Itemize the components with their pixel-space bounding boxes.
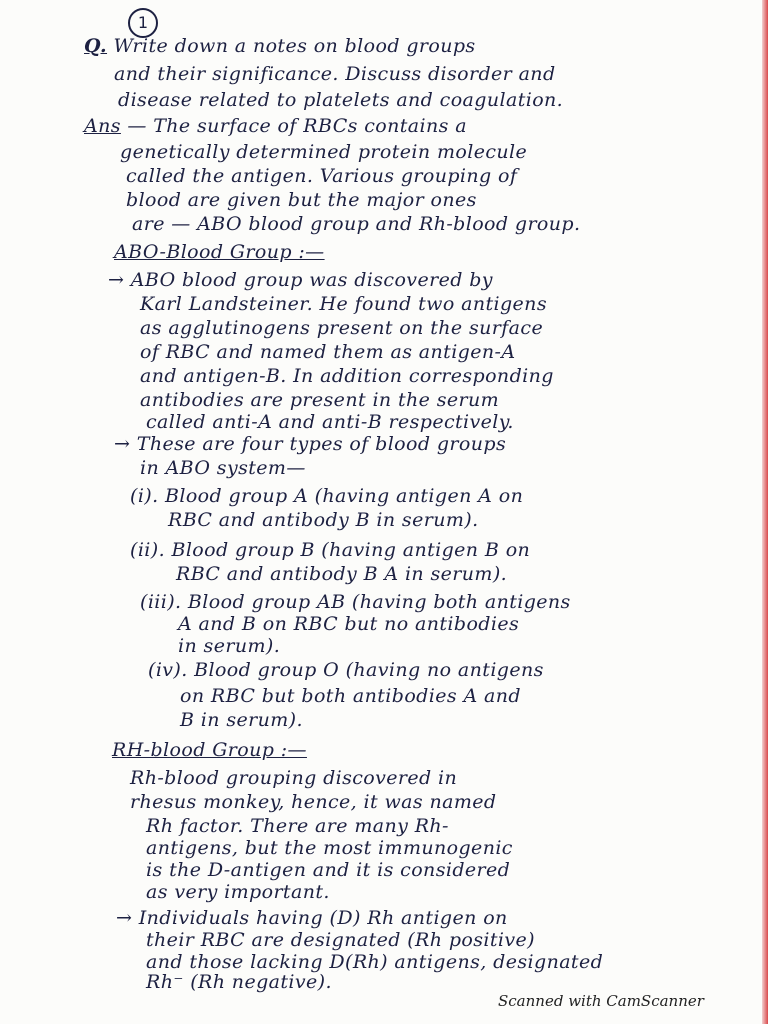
rh-paragraph-line: antigens, but the most immunogenic: [146, 837, 513, 859]
rh-paragraph-line: rhesus monkey, hence, it was named: [130, 791, 497, 813]
rh-individuals-line: Rh⁻ (Rh negative).: [146, 971, 332, 993]
blood-type-item: (ii). Blood group B (having antigen B on: [130, 539, 531, 561]
question-line: [84, 34, 476, 58]
blood-type-item: (i). Blood group A (having antigen A on: [130, 485, 524, 507]
abo-heading: ABO-Blood Group :—: [114, 241, 325, 263]
rh-individuals-line: → Individuals having (D) Rh antigen on: [116, 907, 508, 929]
abo-paragraph-line: antibodies are present in the serum: [140, 389, 500, 411]
scanner-watermark: Scanned with CamScanner: [498, 992, 704, 1010]
rh-individuals-line: and those lacking D(Rh) antigens, designated: [146, 951, 604, 973]
blood-type-item: (iv). Blood group O (having no antigens: [148, 659, 544, 681]
types-intro-line: → These are four types of blood groups: [114, 433, 507, 455]
blood-type-item: RBC and antibody B in serum).: [168, 509, 479, 531]
abo-paragraph-line: as agglutinogens present on the surface: [140, 317, 544, 339]
question-label: Q.: [84, 35, 108, 57]
rh-individuals-line: their RBC are designated (Rh positive): [146, 929, 535, 951]
blood-type-item: B in serum).: [180, 709, 303, 731]
abo-paragraph-line: of RBC and named them as antigen-A: [140, 341, 516, 363]
page-number: 1: [128, 8, 158, 38]
page-edge: [762, 0, 768, 1024]
rh-paragraph-line: as very important.: [146, 881, 330, 903]
abo-paragraph-line: called anti-A and anti-B respectively.: [146, 411, 514, 433]
answer-line: [84, 114, 467, 138]
abo-paragraph-line: and antigen-B. In addition corresponding: [140, 365, 554, 387]
answer-label: Ans: [84, 115, 121, 137]
question-line: disease related to platelets and coagulation.: [118, 89, 564, 111]
blood-type-item: (iii). Blood group AB (having both antigens: [140, 591, 571, 613]
answer-line: are — ABO blood group and Rh-blood group.: [132, 213, 581, 235]
question-text: Write down a notes on blood groups: [113, 35, 476, 57]
answer-line: genetically determined protein molecule: [120, 141, 528, 163]
blood-type-item: RBC and antibody B A in serum).: [176, 563, 508, 585]
answer-line: blood are given but the major ones: [126, 189, 477, 211]
rh-paragraph-line: is the D-antigen and it is considered: [146, 859, 511, 881]
rh-paragraph-line: Rh factor. There are many Rh-: [146, 815, 449, 837]
rh-paragraph-line: Rh-blood grouping discovered in: [130, 767, 458, 789]
blood-type-item: on RBC but both antibodies A and: [180, 685, 521, 707]
answer-line: called the antigen. Various grouping of: [126, 165, 518, 187]
blood-type-item: in serum).: [178, 635, 281, 657]
rh-heading: RH-blood Group :—: [112, 739, 307, 761]
abo-paragraph-line: Karl Landsteiner. He found two antigens: [140, 293, 547, 315]
types-intro-line: in ABO system—: [140, 457, 306, 479]
question-line: and their significance. Discuss disorder and: [114, 63, 556, 85]
abo-paragraph-line: → ABO blood group was discovered by: [108, 269, 493, 291]
answer-text: — The surface of RBCs contains a: [127, 115, 467, 137]
blood-type-item: A and B on RBC but no antibodies: [178, 613, 520, 635]
